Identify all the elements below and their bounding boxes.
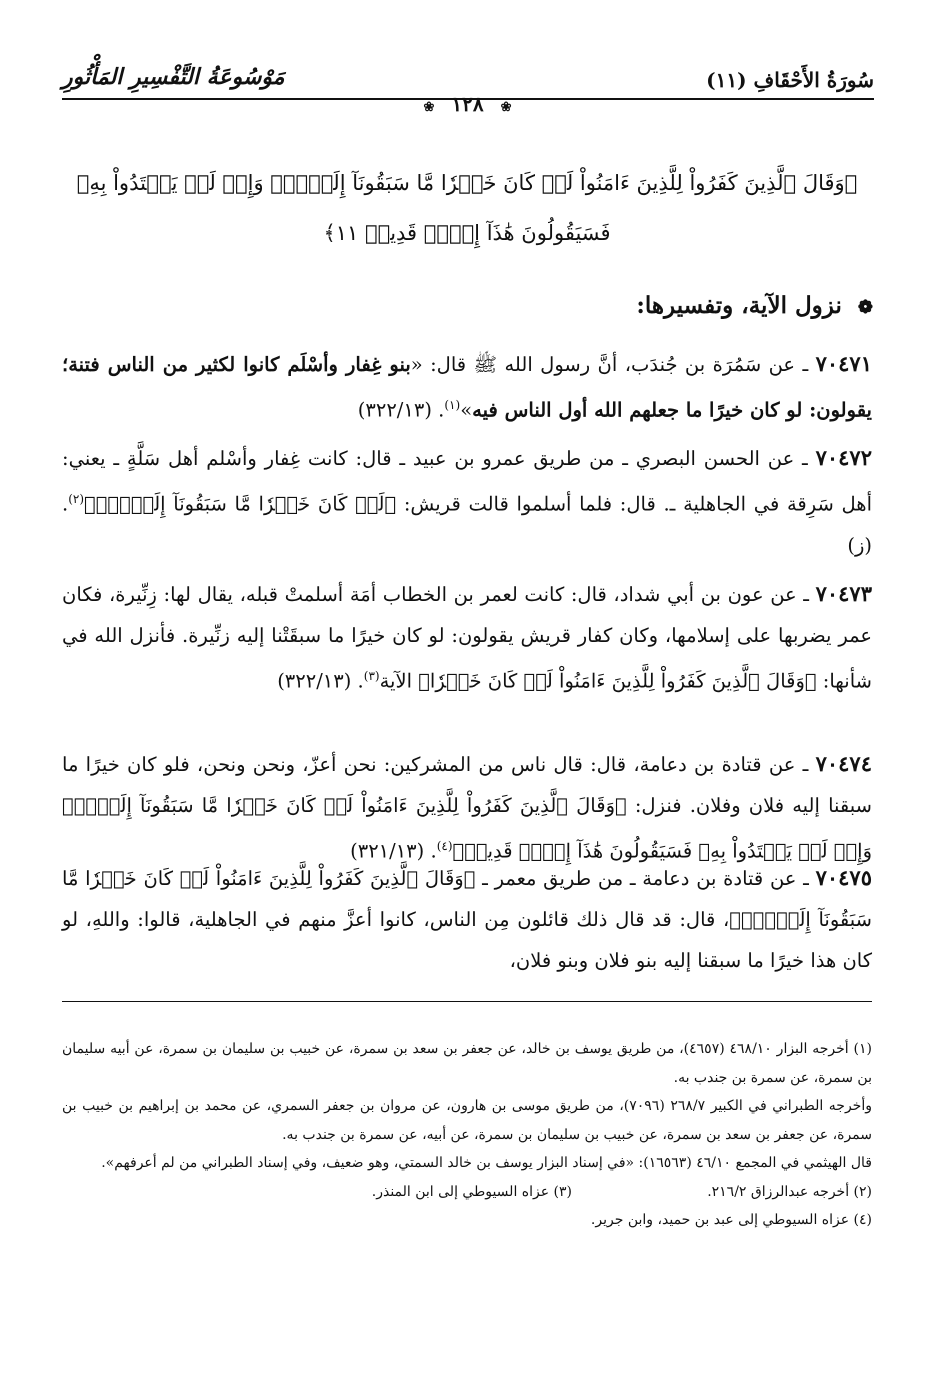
narration-text: ـ عن قتادة بن دعامة، قال: قال ناس من المشركين: نحن أعزّ، ونحن ونحن، فلو كان خيرًا ما سبقنا إليه فلان وفلان. فنزل: ﴿وَقَالَ ٱلَّذِينَ كَفَرُواْ لِلَّذِينَ ءَامَنُواْ لَوۡ كَانَ خَيۡرٗا مَّا سَبَقُونَآ إِلَيۡهِۚ وَإِذۡ لَمۡ يَهۡتَدُواْ بِهِۦ فَسَيَقُولُونَ هَٰذَآ إِفۡكٞ قَدِيمٞ﴾: [62, 753, 872, 863]
narration-source: . (٣٢٢/١٣): [277, 669, 364, 693]
narration: [62, 573, 872, 702]
narration-text: ـ عن عون بن أبي شداد، قال: كانت لعمر بن الخطاب أمَة أسلمتْ قبله، يقال لها: زِنِّيرة، فكان عمر يضربها على إسلامها، وكان كفار قريش يقولون: لو كان خيرًا ما سبقَتْنا إليه زنِّيرة. فأنزل الله في شأنها: ﴿وَقَالَ ٱلَّذِينَ كَفَرُواْ لِلَّذِينَ ءَامَنُواْ لَوۡ كَانَ خَيۡرٗا﴾ الآية: [62, 583, 872, 693]
narration-number: ٧٠٤٧٢: [815, 445, 872, 470]
narration-number: ٧٠٤٧٥: [815, 865, 872, 890]
narration-source: . (٣٢٢/١٣): [357, 398, 445, 422]
quran-verse: ﴿وَقَالَ ٱلَّذِينَ كَفَرُواْ لِلَّذِينَ ءَامَنُواْ لَوۡ كَانَ خَيۡرٗا مَّا سَبَقُونَآ إِلَيۡهِۚ وَإِذۡ لَمۡ يَهۡتَدُواْ بِهِۦ فَسَيَقُولُونَ هَٰذَآ إِفۡكٞ قَدِيمٞ ١١﴾: [76, 171, 858, 245]
footnote: (٤) عزاه السيوطي إلى عبد بن حميد، وابن جرير.: [590, 1212, 872, 1228]
narration-source: . (٣٢١/١٣): [350, 839, 437, 863]
footnote-ref[interactable]: (٤): [436, 839, 453, 853]
footnote: وأخرجه الطبراني في الكبير ٢٦٨/٧ (٧٠٩٦)، من طريق موسى بن هارون، عن مروان بن جعفر السمري، عن محمد بن إبراهيم بن خبيب بن سمرة، عن جعفر بن سعد بن سمرة، عن خبيب بن سليمان بن سمرة، عن أبيه، عن سمرة بن جندب به.: [62, 1098, 872, 1143]
narration-text: ـ عن قتادة بن دعامة ـ من طريق معمر ـ ﴿وَقَالَ ٱلَّذِينَ كَفَرُواْ لِلَّذِينَ ءَامَنُواْ لَوۡ كَانَ خَيۡرٗا مَّا سَبَقُونَآ إِلَيۡهِۚ﴾، قال: قد قال ذلك قائلون مِن الناس، كانوا أعزَّ منهم في الجاهلية، قالوا: واللهِ، لو كان هذا خيرًا ما سبقنا إليه بنو فلان وبنو فلان،: [62, 867, 872, 972]
footnote-ref[interactable]: (٢): [68, 492, 85, 506]
narration-number: ٧٠٤٧٤: [815, 751, 872, 776]
footnote: (١) أخرجه البزار ٤٦٨/١٠ (٤٦٥٧)، من طريق يوسف بن خالد، عن جعفر بن سعد بن سمرة، عن خبيب بن سليمان بن سمرة، عن أبيه سليمان بن سمرة، عن سمرة بن جندب به.: [62, 1041, 872, 1086]
narration: [62, 743, 872, 872]
footnotes: [62, 1035, 872, 1235]
flower-icon: ❁: [857, 297, 873, 318]
ornament-icon: ❀: [500, 100, 512, 115]
narration-text: ـ عن الحسن البصري ـ من طريق عمرو بن عبيد ـ قال: كانت غِفار وأسْلم أهل سَلَّةٍ ـ يعني: أهل سَرِقة في الجاهلية ـ. قال: فلما أسلموا قالت قريش: ﴿لَوۡ كَانَ خَيۡرٗا مَّا سَبَقُونَآ إِلَيۡهِۚ﴾: [62, 447, 872, 516]
page-number-row: [0, 92, 935, 116]
narration-tail: »: [460, 398, 473, 422]
footnote-separator: [62, 1001, 872, 1002]
narration-source: . (ز): [62, 492, 872, 557]
footnote: قال الهيثمي في المجمع ٤٦/١٠ (١٦٥٦٣): «في إسناد البزار يوسف بن خالد السمتي، وهو ضعيف، وفي إسناد الطبراني من لم أعرفهم».: [101, 1155, 872, 1171]
hadith-text: بنو غِفار وأسْلَم كانوا لكثير من الناس فتنة؛ يقولون: لو كان خيرًا ما جعلهم الله أول الناس فيه: [62, 353, 872, 422]
page-number: ١٢٨: [451, 92, 484, 116]
surah-title: سُورَةُ الأَحْقَافِ (١١): [706, 68, 874, 92]
footnote-ref[interactable]: (١): [444, 398, 461, 412]
footnote-row: [62, 1178, 872, 1207]
section-heading: [636, 292, 873, 319]
narration: [62, 437, 872, 566]
page-number-group: [414, 92, 522, 116]
book-title: مَوْسُوعَةُ التَّفْسِيرِ المَأْثُورِ: [62, 64, 285, 90]
ornament-icon: ❀: [423, 100, 435, 115]
narration-text: ـ عن سَمُرَة بن جُندَب، أنَّ رسول الله ﷺ قال: «: [410, 353, 816, 376]
footnote-ref[interactable]: (٣): [363, 669, 380, 683]
footnote: (٣) عزاه السيوطي إلى ابن المنذر.: [371, 1183, 572, 1200]
narration: [62, 343, 872, 431]
narration-number: ٧٠٤٧١: [815, 351, 872, 376]
section-heading-text: نزول الآية، وتفسيرها:: [636, 292, 842, 319]
narration-number: ٧٠٤٧٣: [815, 581, 872, 606]
narration: [62, 857, 872, 981]
footnote: (٢) أخرجه عبدالرزاق ٢١٦/٢.: [707, 1183, 872, 1200]
